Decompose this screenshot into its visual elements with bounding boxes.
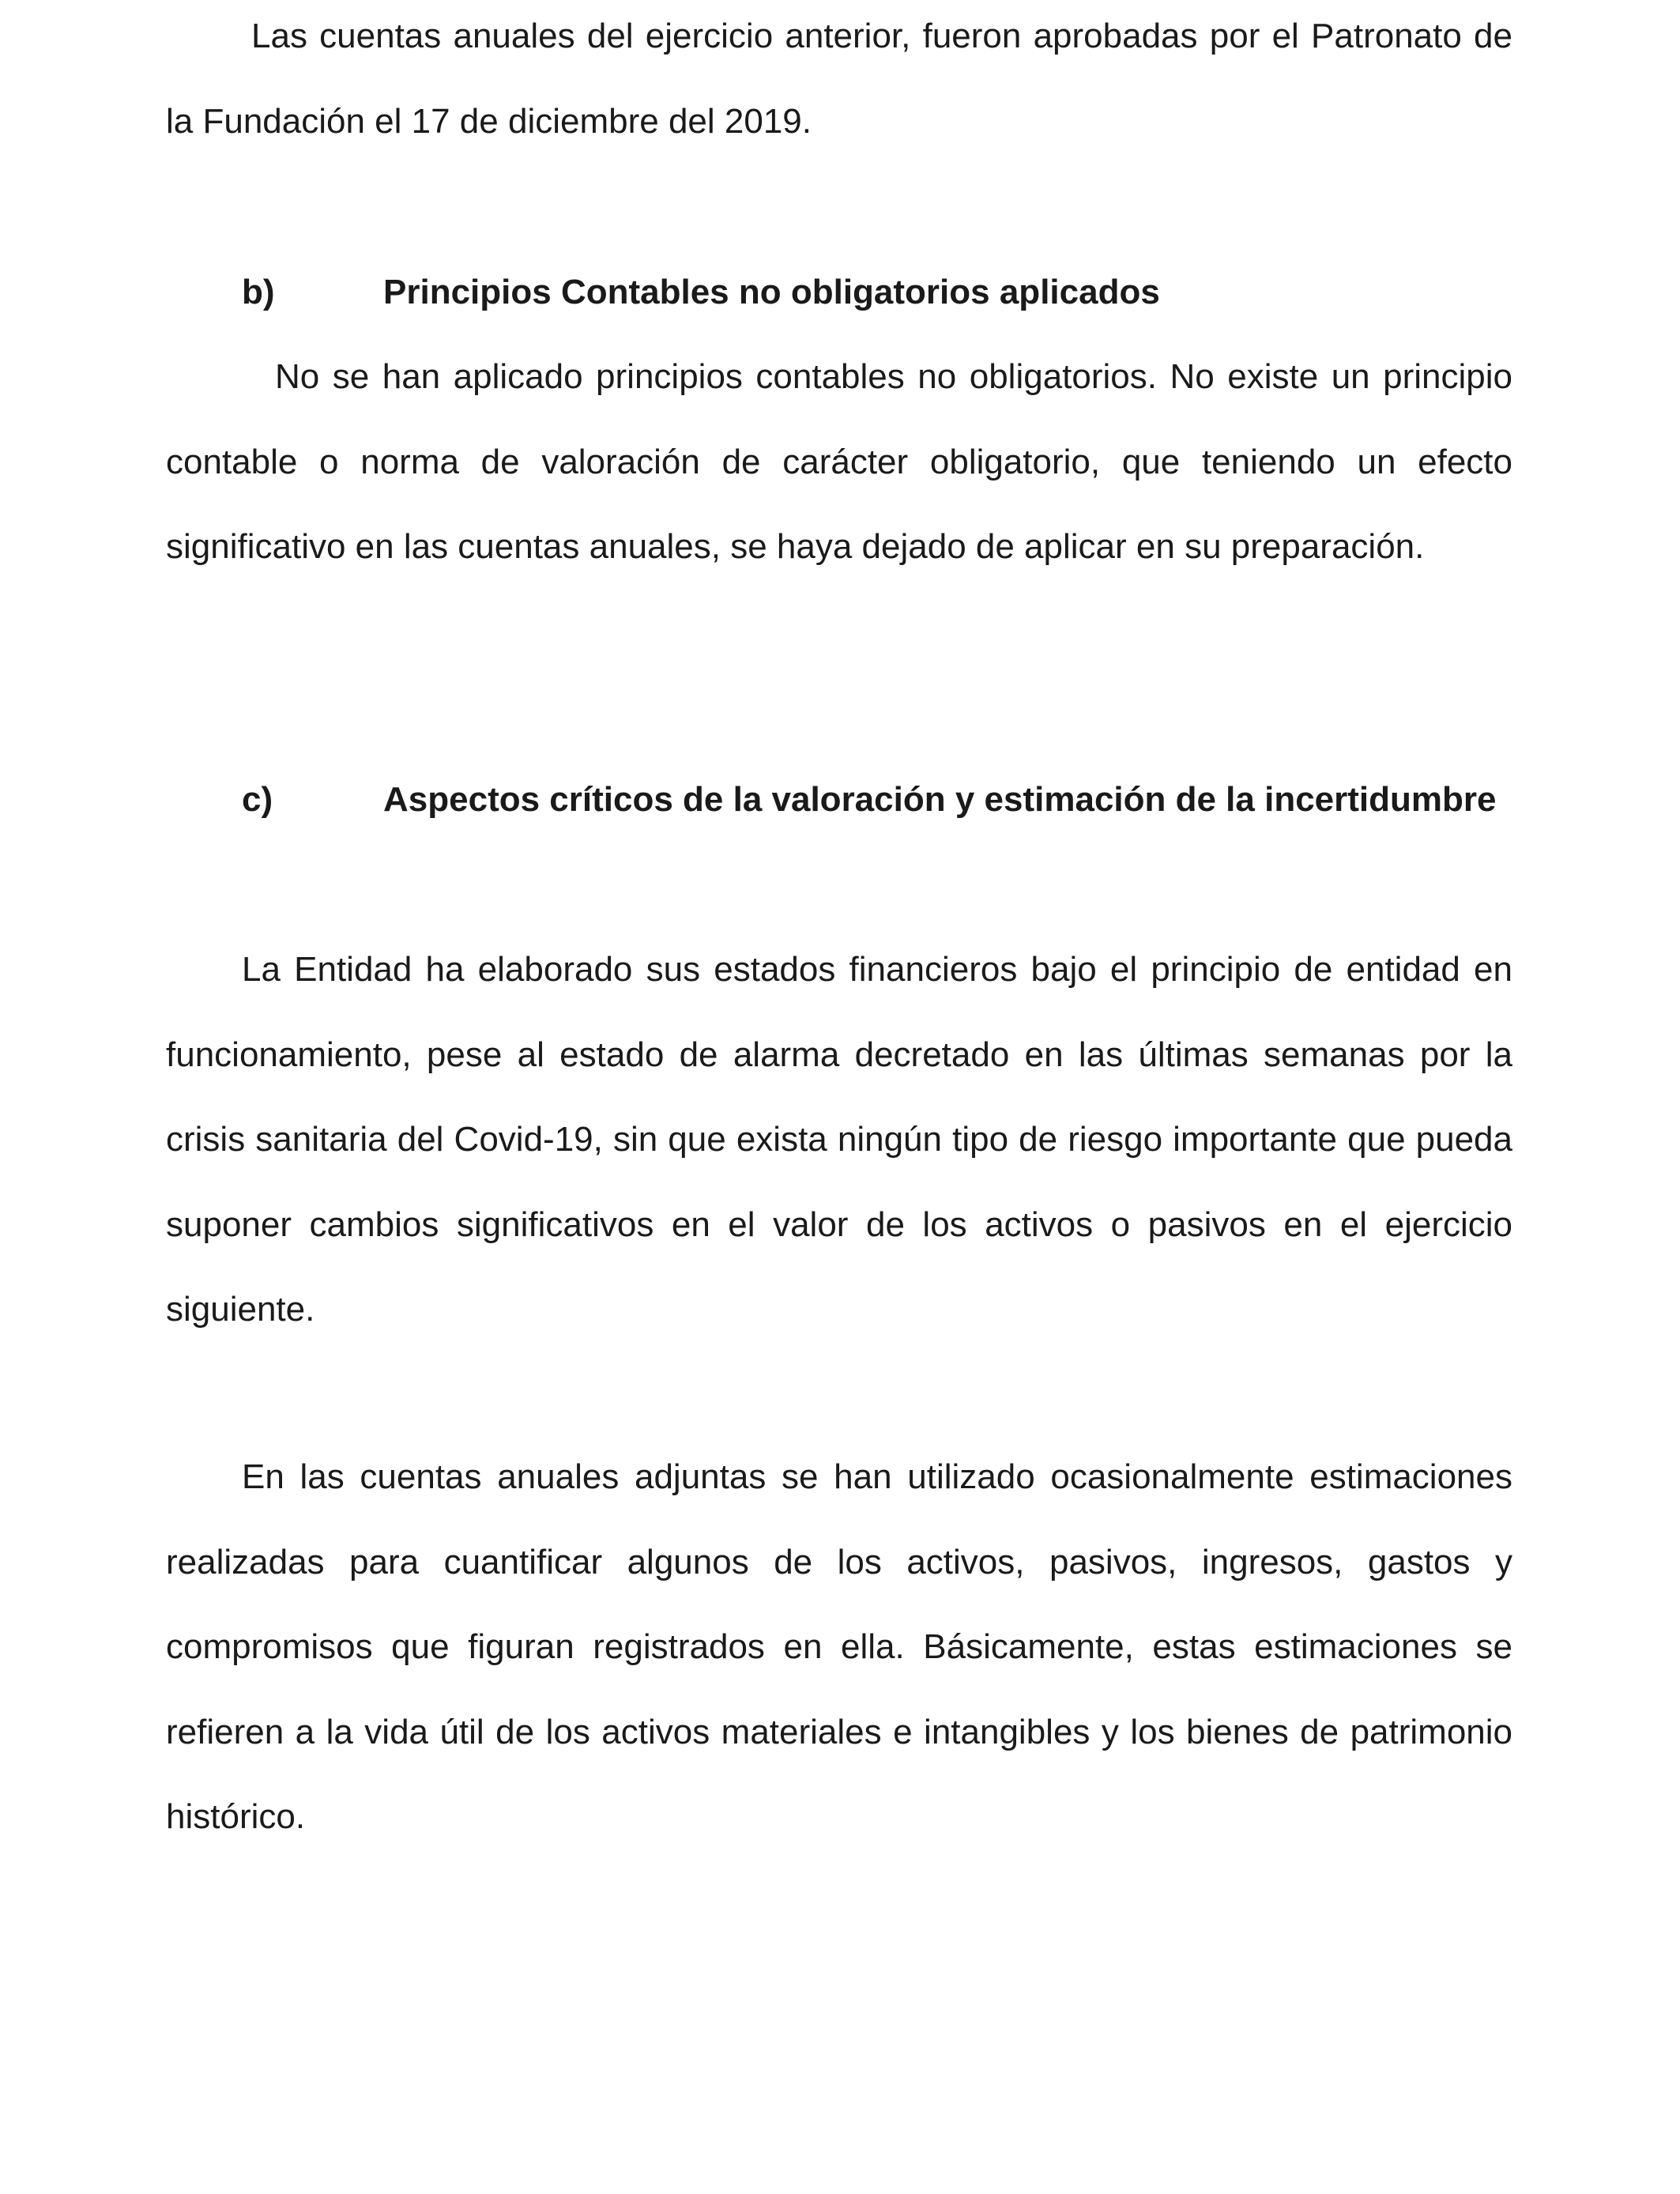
section-b-title: Principios Contables no obligatorios aplicados (383, 273, 1160, 311)
section-b-body: No se han aplicado principios contables no obligatorios. No existe un principio contable o norma de valoración de carácter obligatorio, que teniendo un efecto significativo en las cuentas anuales, se haya dejado de aplicar en su preparación. (166, 357, 1512, 566)
section-b-letter: b) (242, 273, 275, 311)
section-c-heading (166, 757, 1512, 843)
section-c-title: Aspectos críticos de la valoración y estimación de la incertidumbre (383, 780, 1497, 819)
section-c-body-2: En las cuentas anuales adjuntas se han utilizado ocasionalmente estimaciones realizadas para cuantificar algunos de los activos, pasivos, ingresos, gastos y compromisos que figuran registrados en ella. Básicamente, estas estimaciones se refieren a la vida útil de los activos materiales e intangibles y los bienes de patrimonio histórico. (166, 1457, 1512, 1836)
intro-paragraph: Las cuentas anuales del ejercicio anterior, fueron aprobadas por el Patronato de la Fundación el 17 de diciembre del 2019. (166, 17, 1512, 141)
section-c-body-1: La Entidad ha elaborado sus estados financieros bajo el principio de entidad en funcionamiento, pese al estado de alarma decretado en las últimas semanas por la crisis sanitaria del Covid-19, sin que exista ningún tipo de riesgo importante que pueda suponer cambios significativos en el valor de los activos o pasivos en el ejercicio siguiente. (166, 950, 1512, 1329)
section-b-heading (166, 250, 1512, 335)
section-c-letter: c) (242, 780, 273, 819)
